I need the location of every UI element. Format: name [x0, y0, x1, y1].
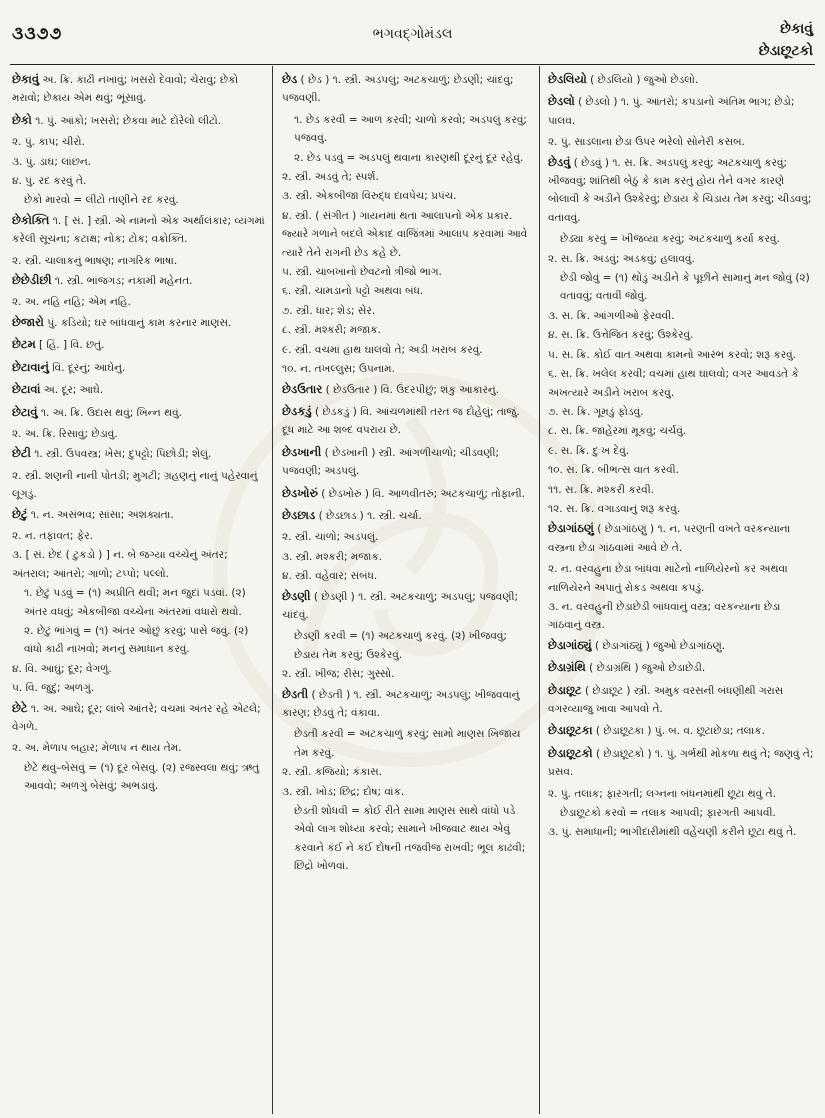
sense-line: ૨. સ્ત્રી. અડવું તે; સ્પર્શ.: [282, 171, 379, 184]
sense-line: ૧૦. ન. તખલ્લુસ; ઉપનામ.: [282, 363, 395, 376]
headword: છેટાવાનું: [12, 359, 49, 374]
sense-line: ૨. સ. ક્રિ. અડવું; અડકવું; હલાવવું.: [548, 252, 695, 265]
headword: છેડાછૂટકો: [548, 745, 593, 760]
dictionary-entry: છેડાગાંઠ્યું ( છેડાગાંઠ્યું ) જુઓ છેડાગાંઠણું.: [548, 637, 726, 652]
sense-line: ૮. સ. ક્રિ. જાહેરમાં મૂકવું; ચર્ચવું.: [548, 425, 687, 438]
headword: છેડખોરું: [282, 485, 318, 500]
sense-line: ૪. પું. રદ કરવું તે.: [12, 175, 87, 188]
headword: છેટમ: [12, 337, 36, 352]
sense-line: ૨. સ્ત્રી. શણની નાની પોતડી; મુગટી; ગ્રહણનું નાનું પહેરવાનું લૂગડું.: [12, 469, 258, 501]
sense-line: ૩. સ્ત્રી. મશ્કરી; મજાક.: [282, 550, 383, 563]
dictionary-entry: છેજારો પું. કડિયો; ઘર બાંધવાનું કામ કરનાર માણસ.: [12, 314, 232, 329]
idiom-line: ૧. છેટું પડવું = (૧) અપ્રીતિ થવી; મન જુદાં પડવાં. (૨) અંતર વધવું; એકબીજા વચ્ચેના અંતરમાં વધારો થવો.: [24, 587, 246, 618]
sense-line: ૨. ન. તફાવત; ફેર.: [12, 529, 94, 542]
dictionary-entry: છેટાવાનું વિ. દૂરનું; આઘેનું.: [12, 359, 126, 374]
dictionary-entry: છેડણી ( છેડણી ) ૧. સ્ત્રી. અટકચાળું; અડપલું; પજવણી; ચાંદવું.: [282, 588, 519, 621]
headword: છેડવું: [548, 154, 571, 169]
dictionary-entry: છેડછાડ ( છેડછાડ ) ૧. સ્ત્રી. ચર્ચા.: [282, 507, 422, 522]
sense-line: ૯. સ. ક્રિ. દુઃખ દેવું.: [548, 444, 630, 457]
sense-line: ૨. સ્ત્રી. કજિયો; કંકાસ.: [282, 766, 382, 779]
headword: છેડકડું: [282, 403, 312, 418]
column-divider-2: [539, 66, 540, 1114]
dictionary-entry: છેડાછૂટકા ( છેડાછૂટકા ) પું. બ. વ. છૂટાછેડા; તલાક.: [548, 723, 765, 738]
sense-line: ૩. સ્ત્રી. ખોડ; છિદ્ર; દોષ; વાંક.: [282, 785, 405, 798]
sense-line: ૩. પું. સમાધાની; ભાગીદારીમાંથી વહેંચણી કરીને છૂટા થવું તે.: [548, 826, 797, 839]
dictionary-entry: છેછેડીછી ૧. સ્ત્રી. ભાંજગડ; નકામી મહેનત.: [12, 273, 193, 288]
headword: છેછેડીછી: [12, 273, 52, 288]
dictionary-entry: છેડવું ( છેડવું ) ૧. સ. ક્રિ. અડપલું કરવું; અટકચાળું કરવું; ખીજવવું; શાંતિથી બેઠું કે કામ કરતું હોય તેને વગર કારણે બોલાવી કે અડીને ઉશ્કેરવું; છેડાય કે ચિડાય તેમ કરવું; ચીડવવું; વતાવવું.: [548, 154, 812, 224]
headword: છેડાગાંઠણું: [548, 521, 594, 536]
dictionary-entry: છેડખોરું ( છેડખોરું ) વિ. આળવીતરું; અટકચાળું; તોફાની.: [282, 485, 526, 500]
dictionary-entry: છેડકડું ( છેડકડું ) વિ. આંચળમાંથી તરત જ દોહેલું; તાજું. દૂધ માટે આ શબ્દ વપરાય છે.: [282, 403, 520, 437]
dictionary-entry: છેકોક્તિ ૧. [ સં. ] સ્ત્રી. એ નામનો એક અર્થાલંકાર; વ્યંગમાં કરેલી સૂચના; કટાક્ષ; નોક; ટોક; વક્રોક્તિ.: [12, 212, 265, 246]
headword: છેટું: [12, 506, 28, 521]
column-divider-1: [272, 66, 273, 1114]
sense-line: ૩. ન. વરવહુની છેડાછેડી બાંધવાનું વસ્ત્ર; વરકન્યાના છેડા ગાંઠવાનું વસ્ત્ર.: [548, 600, 781, 632]
sense-line: ૪. સ્ત્રી. વહેવાર; સંબંધ.: [282, 570, 378, 583]
dictionary-entry: છેડાછૂટકો ( છેડાછૂટકો ) ૧. પું. ગર્ભથી મોકળા થવું તે; જણવું તે; પ્રસવ.: [548, 745, 814, 779]
dictionary-entry: છેડાછૂટ ( છેડાછૂટ ) સ્ત્રી. અમુક વરસની બંધણીથી ગરાસ વગરવ્યાજુ ખાવા આપવો તે.: [548, 682, 784, 715]
dictionary-entry: છેટાવાં અ. દૂર; આઘે.: [12, 382, 104, 397]
guide-words: [759, 18, 813, 62]
idiom-line: ૧. છેડ કરવી = આળ કરવી; ચાળો કરવો; અડપલું કરવું; પજવવું.: [294, 113, 527, 145]
sense-line: ૨. પું. તલાક; ફારગતી; લગ્નના બંધનમાંથી છૂટા થવું તે.: [548, 787, 776, 800]
headword: છેડાછૂટ: [548, 682, 582, 697]
dictionary-entry: છેટાવું ૧. અ. ક્રિ. ઉદાસ થવું; ખિન્ન થવું.: [12, 404, 182, 419]
sense-line: ૨. અ. ક્રિ. રિસાવું; છેડાવું.: [12, 427, 118, 440]
sense-line: ૯. સ્ત્રી. વચમાં હાથ ઘાલવો તે; અડી ખરાબ કરવું.: [282, 343, 483, 356]
headword: છેડણી: [282, 588, 311, 603]
sense-line: ૨. અ. નહિ નહિ; એમ નહિ.: [12, 296, 131, 309]
column-3: [548, 70, 814, 1116]
sense-line: ૭. સ. ક્રિ. ગૂમડું ફોડવું.: [548, 405, 644, 418]
running-title: ભગવદ્ગોમંડલ: [372, 26, 453, 42]
dictionary-entry: છેટું ૧. ન. અસંભવ; સાંસા; અશક્યતા.: [12, 506, 174, 521]
header-rule: [10, 64, 815, 65]
dictionary-entry: છેડાગ્રંથિ ( છેડાગ્રંથિ ) જુઓ છેડાછેડી.: [548, 660, 706, 675]
idiom-line: ૨. છેડ પડવું = અડપલું થવાના કારણથી દૂરનું દૂર રહેવું.: [294, 151, 524, 164]
idiom-line: છેકો મારવો = લીટો તાણીને રદ કરવું.: [24, 194, 179, 207]
dictionary-entry: છેડ ( છેડ ) ૧. સ્ત્રી. અડપલું; અટકચાળું; છેડણી; ચાંદવું; પજવણી.: [282, 72, 514, 105]
sense-line: ૪. સ. ક્રિ. ઉત્તેજિત કરવું; ઉશ્કેરવું.: [548, 329, 694, 342]
page-header: [0, 0, 825, 66]
headword: છેટી: [12, 446, 31, 461]
sense-line: ૫. સ. ક્રિ. કોઈ વાત અથવા કામનો આરંભ કરવો; શરૂ કરવું.: [548, 348, 797, 361]
sense-line: ૨. સ્ત્રી. ચાલાકનું ભાષણ; નાગરિક ભાષા.: [12, 254, 178, 267]
headword: છેડાગ્રંથિ: [548, 660, 586, 675]
dictionary-entry: છેડઉતાર ( છેડઉતાર ) વિ. ઉંદરપીછું; શંકુ આકારનું.: [282, 381, 500, 396]
sense-line: ૨. પું. સાડલાના છેડા ઉપર ભરેલો સોનેરી કસબ.: [548, 136, 745, 149]
dictionary-entry: છેકાવું અ. ક્રિ. કાઢી નખાવું; ખસરો દેવાવો; ચેરાવું; છેકો મરાવો; છેકાય એમ થવું; ભૂંસાવું.: [12, 72, 239, 105]
guide-word-first: છેકાવું: [780, 21, 813, 37]
headword: છેડલો: [548, 94, 575, 109]
dictionary-entry: છેડખાની ( છેડખાની ) સ્ત્રી. આંગળીચાળો; ચીડવણી; પજવણી; અડપલું.: [282, 444, 500, 478]
headword: છેડઉતાર: [282, 381, 323, 396]
dictionary-entry: છેડલિયો ( છેડલિયો ) જુઓ છેડલો.: [548, 72, 699, 86]
dictionary-entry: છેડતી ( છેડતી ) ૧. સ્ત્રી. અટકચાળું; અડપલું; ખીજવવાનું કારણ; છેડવું તે; વંકાવા.: [282, 686, 520, 719]
column-1: [12, 70, 267, 1116]
sense-line: ૨. પું. કાપ; ચીરો.: [12, 136, 85, 149]
idiom-line: છેડતી કરવી = અટકચાળું કરવું; સામો માણસ ખિજાય તેમ કરવું.: [294, 728, 521, 759]
headword: છેડખાની: [282, 444, 322, 459]
guide-word-last: છેડાછૂટકો: [758, 43, 813, 59]
headword: છેજારો: [12, 314, 44, 329]
headword: છેટાવાં: [12, 382, 41, 397]
idiom-line: છેટે થવું–બેસવું = (૧) દૂર બેસવું. (૨) રજસ્વલા થવું; ઋતુ આવવો; અળગું બેસવું; અભડાવું.: [24, 761, 260, 793]
dictionary-entry: છેટે ૧. અ. આઘે; દૂર; લાંબે આંતરે; વચમાં અંતર રહે એટલે; વેગળે.: [12, 700, 261, 733]
headword: છેડાગાંઠ્યું: [548, 637, 592, 652]
sense-line: ૨. ન. વરવહુના છેડા બાંધવા માટેનો નાળિયેરનો કર અથવા નાળિયેરને અપાતું રોકડ અથવા કપડું.: [548, 563, 788, 594]
idiom-line: છેડણી કરવી = (૧) અટકચાળું કરવું. (૨) ખીજવવું; છેડાય તેમ કરવું; ઉશ્કેરવું.: [294, 630, 507, 661]
dictionary-entry: છેડલો ( છેડલો ) ૧. પું. આંતરો; કપડાનો અંતિમ ભાગ; છેડો; પાલવ.: [548, 94, 795, 127]
headword: છેકો: [12, 112, 32, 127]
dictionary-entry: છેટી ૧. સ્ત્રી. ઉપવસ્ત્ર; ખેસ; દુપટ્ટો; પિછોડી; શેલું.: [12, 446, 212, 461]
sense-line: ૧૦. સ. ક્રિ. બીભત્સ વાત કરવી.: [548, 464, 679, 477]
sense-line: ૫. સ્ત્રી. ચાબખાનો છેવટનો ત્રીજો ભાગ.: [282, 266, 442, 279]
sense-line: ૨. અ. મેળાપ બહાર; મેળાપ ન થાય તેમ.: [12, 742, 182, 755]
sense-line: ૭. સ્ત્રી. ધાર; શેડ; સેર.: [282, 304, 376, 317]
sense-line: ૩. પું. ડાઘ; લાંછન.: [12, 155, 92, 168]
sense-line: ૬. સ. ક્રિ. ખલેલ કરવી; વચમાં હાથ ઘાલવો; વગર આવડતે કે અખત્યારે અડીને ખરાબ કરવું.: [548, 368, 799, 399]
headword: છેડાછૂટકા: [548, 723, 593, 738]
sense-line: ૧૧. સ. ક્રિ. મશ્કરી કરવી.: [548, 483, 655, 496]
sense-line: ૧૨. સ. ક્રિ. વગાડવાનું શરૂ કરવું.: [548, 502, 681, 515]
headword: છેડતી: [282, 686, 309, 701]
headword: છેડછાડ: [282, 507, 316, 522]
idiom-line: છેડતી શોધવી = કોઈ રીતે સામા માણસ સાથે વાંધો પડે એવો લાગ શોધ્યા કરવો; સામાને ખીજવાટ થાય એવું કરવાને કંઈ ને કંઈ દોષની તજવીજ રાખવી; ભૂલ કાઢવી; છિદ્રો ખોળવાં.: [294, 805, 526, 873]
sense-line: ૨. સ્ત્રી. ખીજ; રીસ; ગુસ્સો.: [282, 668, 395, 681]
sense-line: ૬. સ્ત્રી. ચામડાનો પટ્ટો અથવા બંધ.: [282, 285, 424, 298]
idiom-line: છેડાછૂટકો કરવો = તલાક આપવી; ફારગતી આપવી.: [560, 807, 776, 820]
headword: છેડલિયો: [548, 72, 587, 86]
headword: છેડ: [282, 72, 298, 86]
sense-line: ૩. સ. ક્રિ. આંગળીઓ ફેરવવી.: [548, 309, 675, 322]
idiom-line: ૨. છેટું ભાંગવું = (૧) અંતર ઓછું કરવું; પાસે જવું. (૨) વાંધો કાઢી નાખવો; મનનું સમાધાન કરવું.: [24, 624, 249, 656]
sense-line: ૮. સ્ત્રી. મશ્કરી; મજાક.: [282, 324, 381, 337]
sense-line: ૩. [ સં. છેદ ( ટુકડો ) ] ન. બે જગ્યા વચ્ચેનું અંતર; અંતરાલ; આંતરો; ગાળો; ટપ્પો; પલ્લો.: [12, 549, 228, 580]
dictionary-entry: છેકો ૧. પું. આંકો; ખસરો; છેકવા માટે દોરેલો લીટો.: [12, 112, 222, 127]
page-number: ૩૩૭૭: [12, 24, 63, 44]
idiom-line: છેડી જોવું = (૧) થોડું અડીને કે પૂછીને સામાનું મન જોવું (૨) વતાવવું; વતાવી જોવું.: [560, 272, 810, 303]
headword: છેટે: [12, 700, 28, 715]
dictionary-entry: છેટમ [ હિં. ] વિ. છતું.: [12, 337, 105, 352]
headword: છેકોક્તિ: [12, 212, 50, 227]
dictionary-entry: છેડાગાંઠણું ( છેડાગાંઠણું ) ૧. ન. પરણતી વખતે વરકન્યાના વસ્ત્રના છેડા ગાંઠવામાં આવે છે તે.: [548, 521, 791, 554]
headword: છેકાવું: [12, 72, 39, 86]
sense-line: ૪. વિ. આઘું; દૂર; વેગળું.: [12, 662, 112, 675]
sense-line: ૩. સ્ત્રી. એકબીજા વિરુદ્ધ દાવપેચ; પ્રપંચ.: [282, 190, 457, 203]
column-2: [282, 70, 534, 1116]
sense-line: ૫. વિ. જુદું; અળગું.: [12, 682, 95, 695]
sense-line: ૨. સ્ત્રી. ચાળો; અડપલું.: [282, 531, 379, 544]
sense-line: ૪. સ્ત્રી. ( સંગીત ) ગાયનમાં થતા આલાપનો એક પ્રકાર. જ્યારે ગળાને બદલે એકાદ વાજિંત્રમાં આલાપ કરવામાં આવે ત્યારે તેને રાગની છેડ કહે છે.: [282, 209, 528, 259]
headword: છેટાવું: [12, 404, 38, 419]
idiom-line: છેડ્યા કરવું = ખીજવ્યા કરવું; અટકચાળું કર્યા કરવું.: [560, 233, 780, 246]
